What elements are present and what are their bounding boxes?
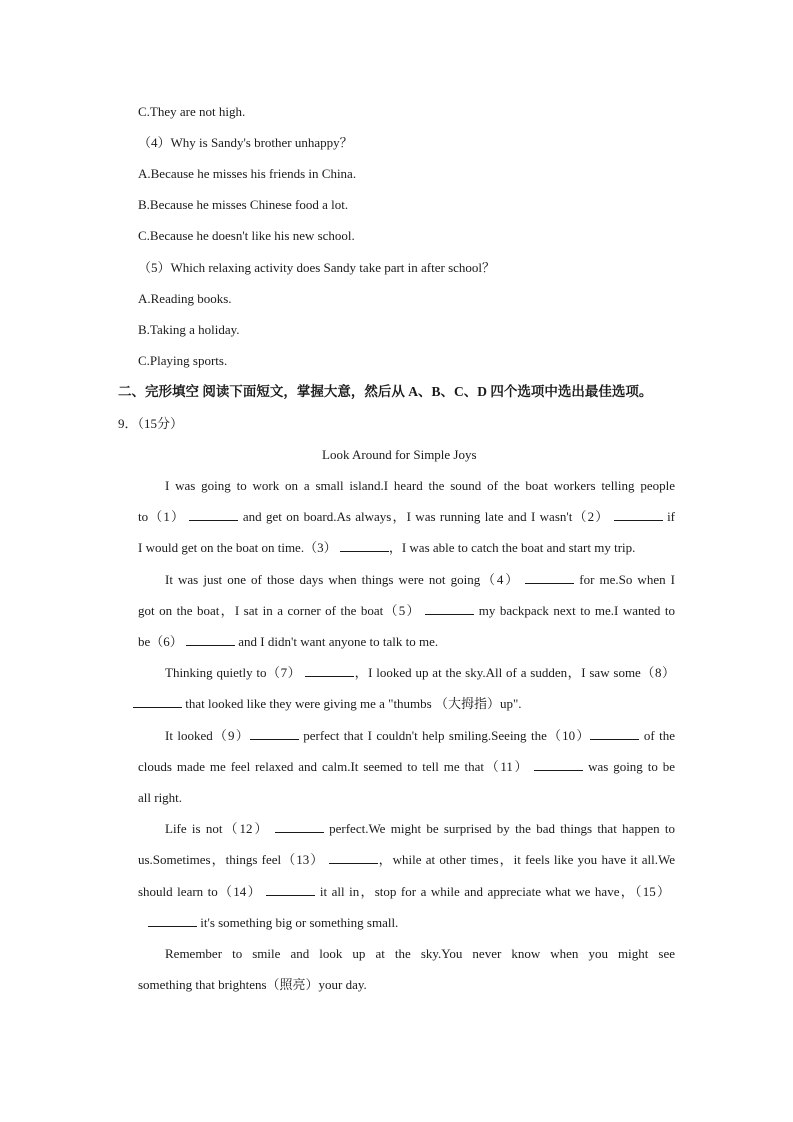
p4-line1-text-a: It looked（9） [165, 728, 250, 743]
p5-line3-text-a: should learn to（14） [138, 884, 262, 899]
p5-line1 [165, 821, 675, 837]
p1-line3-text-b: ，I was able to catch the boat and start my trip. [388, 540, 636, 555]
p3-line2 [133, 696, 522, 712]
p4-line2 [138, 759, 675, 775]
p5-line2-text-a: us.Sometimes，things feel（13） [138, 852, 325, 867]
p5-line1-text-b: perfect.We might be surprised by the bad things that happen to [329, 821, 676, 836]
passage-title: Look Around for Simple Joys [322, 447, 477, 462]
q3-option-c: C.They are not high. [138, 104, 246, 119]
q5-option-a: A.Reading books. [138, 291, 232, 306]
p2-line3 [138, 634, 438, 650]
blank-14[interactable] [266, 884, 315, 896]
q4-option-b: B.Because he misses Chinese food a lot. [138, 197, 349, 212]
question-number: 9．（15分） [118, 416, 184, 431]
blank-4[interactable] [525, 572, 574, 584]
blank-13[interactable] [329, 852, 378, 864]
q5-option-c: C.Playing sports. [138, 353, 228, 368]
p6-line2: something that brightens（照亮）your day. [138, 977, 367, 992]
p1-line1: I was going to work on a small island.I heard the sound of the boat workers telling people [165, 478, 675, 493]
p5-line3-text-b: it all in，stop for a while and appreciate what we have，（15） [319, 884, 671, 899]
blank-11[interactable] [534, 759, 583, 771]
p1-line2-text-c: if [667, 509, 676, 524]
p1-line2-text-a: to（1） [138, 509, 186, 524]
blank-8[interactable] [133, 696, 182, 708]
p3-line1-text-a: Thinking quietly to（7） [165, 665, 302, 680]
p2-line3-text-b: and I didn't want anyone to talk to me. [238, 634, 439, 649]
blank-10[interactable] [590, 728, 639, 740]
p4-line1-text-c: of the [643, 728, 675, 743]
p2-line2 [138, 603, 675, 619]
blank-12[interactable] [275, 821, 324, 833]
blank-1[interactable] [189, 509, 238, 521]
blank-15[interactable] [148, 915, 197, 927]
p3-line2-text-a: that looked like they were giving me a "thumbs （大拇指）up". [185, 696, 522, 711]
section-heading: 二、完形填空 阅读下面短文，掌握大意，然后从 A、B、C、D 四个选项中选出最佳选项。 [118, 384, 653, 399]
p5-line3 [138, 884, 670, 900]
p2-line1 [165, 572, 675, 588]
p2-line2-text-b: my backpack next to me.I wanted to [478, 603, 675, 618]
q4-question: （4）Why is Sandy's brother unhappy？ [138, 135, 353, 150]
p6-line1: Remember to smile and look up at the sky.You never know when you might see [165, 946, 675, 961]
q5-option-b: B.Taking a holiday. [138, 322, 240, 337]
q4-option-a: A.Because he misses his friends in China. [138, 166, 357, 181]
p3-line1-text-b: ，I looked up at the sky.All of a sudden，I saw some（8） [354, 665, 675, 680]
p1-line2-text-b: and get on board.As always，I was running late and I wasn't（2） [242, 509, 610, 524]
p4-line2-text-a: clouds made me feel relaxed and calm.It seemed to tell me that（11） [138, 759, 530, 774]
p4-line2-text-b: was going to be [588, 759, 676, 774]
q5-question: （5）Which relaxing activity does Sandy take part in after school？ [138, 260, 496, 275]
p5-line2-text-b: ，while at other times，it feels like you have it all.We [377, 852, 675, 867]
blank-3[interactable] [340, 540, 389, 552]
p2-line3-text-a: be（6） [138, 634, 183, 649]
p2-line1-text-a: It was just one of those days when things were not going（4） [165, 572, 521, 587]
p5-line1-text-a: Life is not（12） [165, 821, 270, 836]
blank-6[interactable] [186, 634, 235, 646]
blank-5[interactable] [425, 603, 474, 615]
blank-7[interactable] [305, 665, 354, 677]
p2-line2-text-a: got on the boat，I sat in a corner of the boat（5） [138, 603, 421, 618]
p5-line4 [148, 915, 398, 931]
blank-2[interactable] [614, 509, 663, 521]
p2-line1-text-b: for me.So when I [579, 572, 676, 587]
blank-9[interactable] [250, 728, 299, 740]
p3-line1 [165, 665, 675, 681]
q4-option-c: C.Because he doesn't like his new school. [138, 228, 355, 243]
p4-line1-text-b: perfect that I couldn't help smiling.Seeing the（10） [303, 728, 591, 743]
p1-line3 [138, 540, 635, 556]
p5-line4-text-b: it's something big or something small. [200, 915, 399, 930]
p1-line2 [138, 509, 675, 525]
p1-line3-text-a: I would get on the boat on time.（3） [138, 540, 337, 555]
p4-line1 [165, 728, 675, 744]
p4-line3: all right. [138, 790, 183, 805]
p5-line2 [138, 852, 675, 868]
